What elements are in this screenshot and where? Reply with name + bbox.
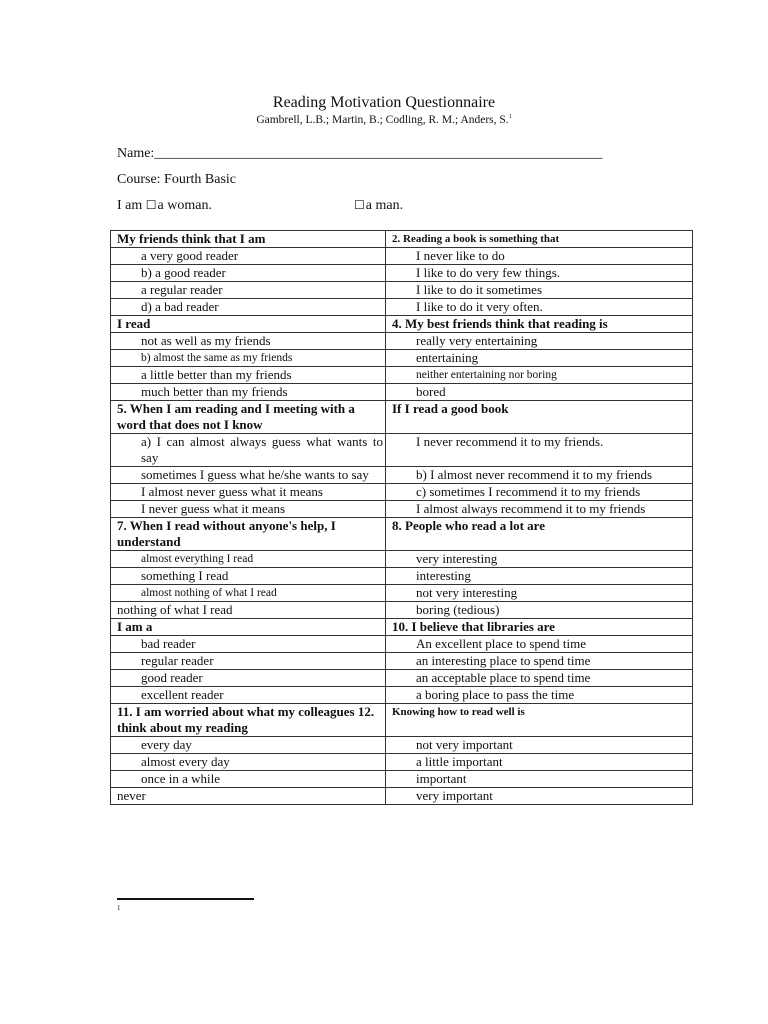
checkbox-icon-woman[interactable]: ☐: [145, 198, 157, 212]
question-cell-left: 5. When I am reading and I meeting with a word that does not I know: [111, 401, 386, 434]
table-row: [111, 602, 693, 619]
footnote-ref: 1: [508, 114, 512, 121]
option-cell-left[interactable]: almost every day: [111, 754, 386, 771]
table-row: [111, 568, 693, 585]
table-row: [111, 619, 693, 636]
option-cell-right[interactable]: I never recommend it to my friends.: [386, 434, 693, 467]
option-cell-left[interactable]: almost everything I read: [111, 551, 386, 568]
option-cell-left[interactable]: a) I can almost always guess what wants to say: [111, 434, 386, 467]
checkbox-icon-man[interactable]: ☐: [354, 198, 365, 212]
option-cell-left[interactable]: every day: [111, 737, 386, 754]
table-row: [111, 265, 693, 282]
option-cell-left[interactable]: bad reader: [111, 636, 386, 653]
table-row: [111, 653, 693, 670]
table-row: [111, 434, 693, 467]
question-cell-left: 11. I am worried about what my colleagues 12. think about my reading: [111, 704, 386, 737]
option-cell-left[interactable]: I almost never guess what it means: [111, 484, 386, 501]
option-cell-right[interactable]: not very important: [386, 737, 693, 754]
gender-prefix: I am: [117, 198, 146, 213]
table-row: [111, 484, 693, 501]
table-row: [111, 316, 693, 333]
option-cell-right[interactable]: an acceptable place to spend time: [386, 670, 693, 687]
table-row: [111, 737, 693, 754]
table-row: [111, 248, 693, 265]
option-cell-right[interactable]: An excellent place to spend time: [386, 636, 693, 653]
option-cell-right[interactable]: I like to do very few things.: [386, 265, 693, 282]
option-cell-left[interactable]: I never guess what it means: [111, 501, 386, 518]
question-cell-right: 8. People who read a lot are: [386, 518, 693, 551]
option-cell-left[interactable]: almost nothing of what I read: [111, 585, 386, 602]
option-cell-right[interactable]: not very interesting: [386, 585, 693, 602]
table-row: [111, 282, 693, 299]
name-field[interactable]: Name:________________________________________________________________: [117, 146, 603, 161]
table-row: [111, 299, 693, 316]
option-cell-right[interactable]: very important: [386, 788, 693, 805]
option-cell-left[interactable]: once in a while: [111, 771, 386, 788]
option-cell-left[interactable]: a very good reader: [111, 248, 386, 265]
man-option-label: a man.: [365, 198, 404, 213]
table-row: [111, 670, 693, 687]
table-row: [111, 704, 693, 737]
authors-line: [0, 114, 768, 126]
option-cell-right[interactable]: I like to do it very often.: [386, 299, 693, 316]
table-row: [111, 367, 693, 384]
course-line: Course: Fourth Basic: [117, 172, 236, 187]
question-cell-right: 2. Reading a book is something that: [386, 231, 693, 248]
option-cell-left[interactable]: not as well as my friends: [111, 333, 386, 350]
man-option: [354, 198, 403, 214]
table-row: [111, 687, 693, 704]
option-cell-right[interactable]: a little important: [386, 754, 693, 771]
option-cell-right[interactable]: important: [386, 771, 693, 788]
table-row: [111, 333, 693, 350]
option-cell-left[interactable]: a little better than my friends: [111, 367, 386, 384]
option-cell-right[interactable]: really very entertaining: [386, 333, 693, 350]
option-cell-right[interactable]: neither entertaining nor boring: [386, 367, 693, 384]
option-cell-right[interactable]: boring (tedious): [386, 602, 693, 619]
option-cell-left[interactable]: b) a good reader: [111, 265, 386, 282]
question-cell-right: Knowing how to read well is: [386, 704, 693, 737]
option-cell-right[interactable]: a boring place to pass the time: [386, 687, 693, 704]
question-cell-left: I am a: [111, 619, 386, 636]
option-cell-left[interactable]: d) a bad reader: [111, 299, 386, 316]
questionnaire-table: [110, 230, 693, 805]
footnote-marker: 1: [117, 904, 121, 912]
option-cell-right[interactable]: b) I almost never recommend it to my friends: [386, 467, 693, 484]
option-cell-left[interactable]: good reader: [111, 670, 386, 687]
question-cell-right: 4. My best friends think that reading is: [386, 316, 693, 333]
table-row: [111, 384, 693, 401]
question-cell-left: 7. When I read without anyone's help, I understand: [111, 518, 386, 551]
option-cell-left[interactable]: never: [111, 788, 386, 805]
authors-text: Gambrell, L.B.; Martin, B.; Codling, R. M.; Anders, S.: [256, 114, 509, 126]
woman-option-label: a woman.: [157, 198, 212, 213]
footnote-divider: [117, 898, 254, 900]
table-row: [111, 585, 693, 602]
option-cell-left[interactable]: regular reader: [111, 653, 386, 670]
option-cell-right[interactable]: I like to do it sometimes: [386, 282, 693, 299]
option-cell-right[interactable]: c) sometimes I recommend it to my friends: [386, 484, 693, 501]
table-row: [111, 401, 693, 434]
option-cell-right[interactable]: I never like to do: [386, 248, 693, 265]
table-row: [111, 788, 693, 805]
option-cell-right[interactable]: I almost always recommend it to my friends: [386, 501, 693, 518]
question-cell-left: My friends think that I am: [111, 231, 386, 248]
page-title: Reading Motivation Questionnaire: [272, 94, 496, 111]
table-row: [111, 771, 693, 788]
option-cell-left[interactable]: sometimes I guess what he/she wants to say: [111, 467, 386, 484]
table-row: [111, 350, 693, 367]
table-row: [111, 636, 693, 653]
table-row: [111, 467, 693, 484]
question-cell-right: If I read a good book: [386, 401, 693, 434]
option-cell-right[interactable]: interesting: [386, 568, 693, 585]
option-cell-right[interactable]: very interesting: [386, 551, 693, 568]
option-cell-left[interactable]: nothing of what I read: [111, 602, 386, 619]
table-row: [111, 754, 693, 771]
option-cell-left[interactable]: something I read: [111, 568, 386, 585]
table-row: [111, 231, 693, 248]
option-cell-left[interactable]: a regular reader: [111, 282, 386, 299]
option-cell-right[interactable]: an interesting place to spend time: [386, 653, 693, 670]
option-cell-left[interactable]: much better than my friends: [111, 384, 386, 401]
table-row: [111, 518, 693, 551]
option-cell-right[interactable]: entertaining: [386, 350, 693, 367]
question-cell-right: 10. I believe that libraries are: [386, 619, 693, 636]
option-cell-right[interactable]: bored: [386, 384, 693, 401]
table-row: [111, 501, 693, 518]
question-cell-left: I read: [111, 316, 386, 333]
option-cell-left[interactable]: excellent reader: [111, 687, 386, 704]
option-cell-left[interactable]: b) almost the same as my friends: [111, 350, 386, 367]
gender-line: [117, 198, 717, 214]
table-row: [111, 551, 693, 568]
